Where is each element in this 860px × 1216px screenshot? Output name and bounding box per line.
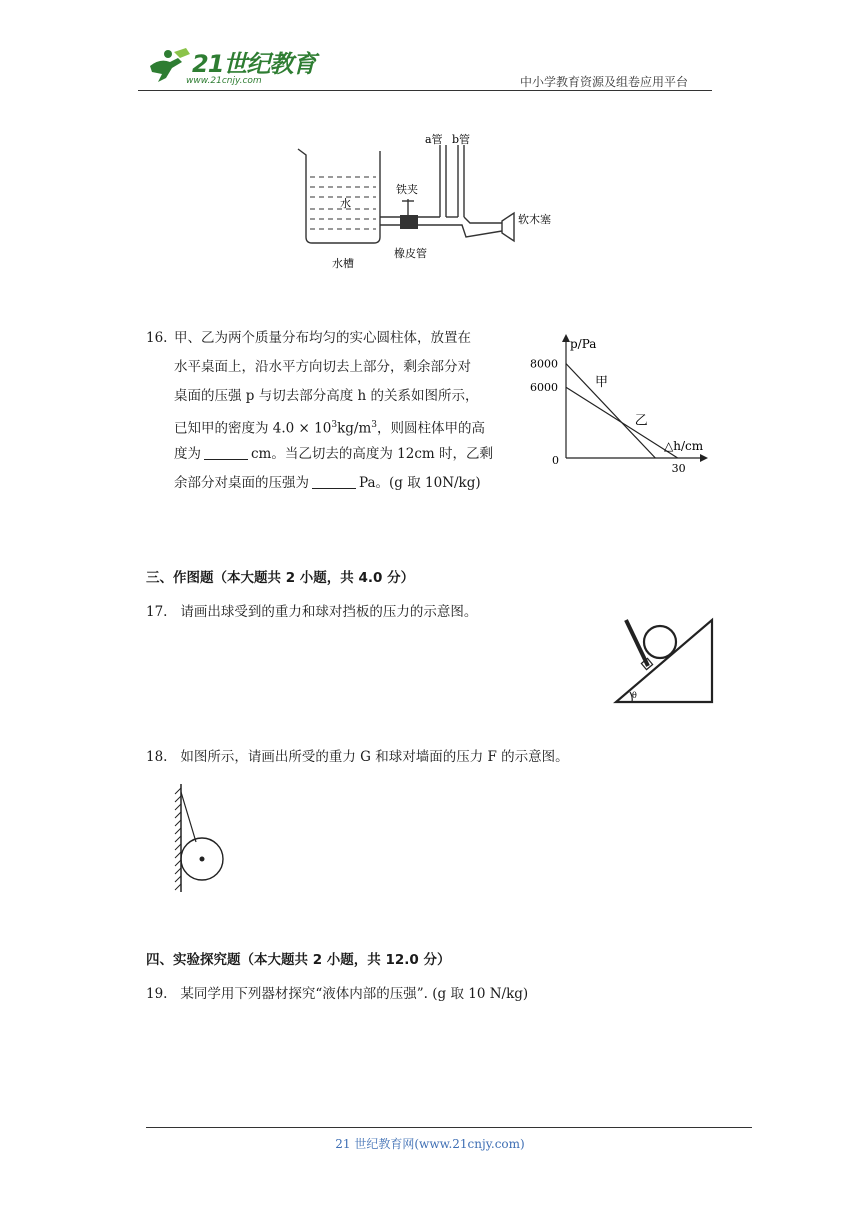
origin-label: 0	[552, 454, 559, 467]
label-iron-clip: 铁夹	[396, 183, 418, 196]
x-axis-label: △h/cm	[664, 439, 704, 453]
series-line-1	[566, 364, 655, 458]
question-17: 17. 请画出球受到的重力和球对挡板的压力的示意图。	[146, 604, 478, 620]
x-tick-label: 30	[671, 462, 686, 475]
pressure-chart	[528, 330, 718, 476]
q16-line6: 余部分对桌面的压强为 Pa。(g 取 10N/kg)	[174, 475, 481, 491]
series-label-2: 乙	[634, 413, 648, 429]
header-divider	[138, 90, 712, 91]
incline-ball-figure	[612, 610, 716, 706]
wall-ball-figure	[172, 782, 232, 894]
apparatus-figure	[290, 125, 590, 275]
series-label-1: 甲	[595, 375, 609, 391]
runner-icon	[150, 48, 190, 82]
label-tube-a: a管	[425, 133, 443, 146]
rubber-tube-shape	[400, 215, 418, 229]
label-water: 水	[340, 197, 351, 210]
footer-divider	[146, 1127, 752, 1128]
answer-blank[interactable]	[204, 445, 248, 460]
platform-name: 中小学教育资源及组卷应用平台	[520, 75, 689, 89]
question-number: 16.	[146, 330, 168, 346]
label-rubber-tube: 橡皮管	[394, 247, 427, 260]
y-axis-arrow	[562, 334, 570, 342]
logo-url: www.21cnjy.com	[186, 76, 262, 86]
q16-line4: 已知甲的密度为 $4.0 \times 10^3kg/m^3$，则圆柱体甲的高	[174, 420, 485, 437]
svg-text:θ: θ	[632, 691, 637, 700]
ball	[644, 626, 676, 658]
label-tube-b: b管	[452, 133, 471, 146]
ball-center	[200, 857, 205, 862]
x-axis-arrow	[700, 454, 708, 462]
y-tick-label: 6000	[530, 381, 558, 395]
question-19: 19. 某同学用下列器材探究“液体内部的压强”. (g 取 10 N/kg)	[146, 986, 529, 1002]
series-line-2	[566, 387, 678, 458]
logo-text: 21世纪教育	[192, 50, 316, 78]
section-title: 三、作图题（本大题共 2 小题，共 4.0 分）	[146, 570, 415, 586]
q16-line5: 度为 cm。当乙切去的高度为 12cm 时，乙剩	[174, 446, 493, 462]
section-title: 四、实验探究题（本大题共 2 小题，共 12.0 分）	[146, 952, 451, 968]
label-cork: 软木塞	[518, 213, 551, 226]
label-water-tank: 水槽	[332, 257, 354, 270]
footer-text: 21 世纪教育网(www.21cnjy.com)	[335, 1137, 525, 1151]
string	[181, 792, 196, 842]
answer-blank[interactable]	[312, 474, 356, 489]
y-tick-label: 8000	[530, 357, 558, 371]
q16-line1: 甲、乙为两个质量分布均匀的实心圆柱体，放置在	[174, 330, 471, 346]
y-axis-label: p/Pa	[570, 337, 597, 351]
q16-line2: 水平桌面上，沿水平方向切去上部分，剩余部分对	[174, 359, 471, 375]
q16-line3: 桌面的压强 p 与切去部分高度 h 的关系如图所示，	[174, 388, 479, 404]
question-18: 18. 如图所示，请画出所受的重力 G 和球对墙面的压力 F 的示意图。	[146, 749, 569, 765]
